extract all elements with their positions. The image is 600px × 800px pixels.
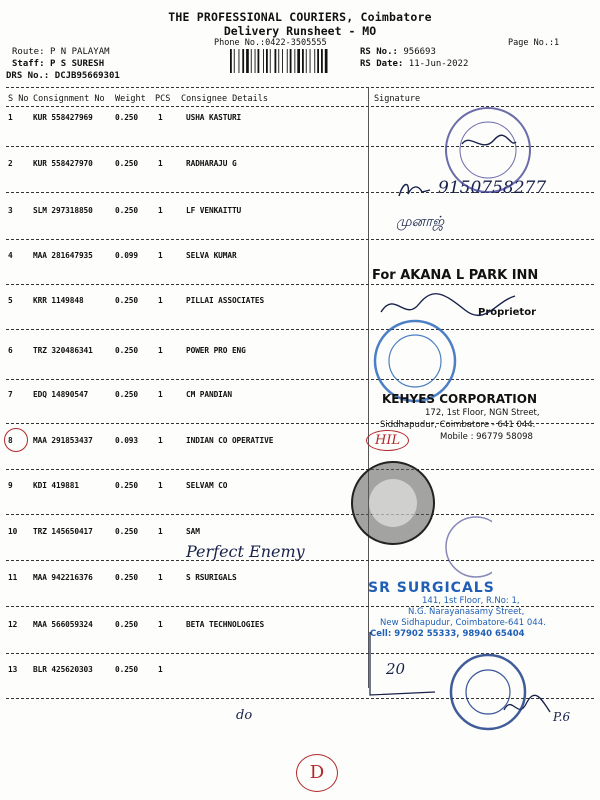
- drs-line: [6, 71, 120, 81]
- red-circle-bottom: D: [296, 754, 338, 792]
- cell-pcs: 1: [158, 346, 163, 355]
- handwritten-tamil-name: முனாஜ்: [396, 214, 445, 230]
- column-header-consignee: Consignee Details: [181, 94, 268, 104]
- barcode-bar: [294, 49, 295, 73]
- cell-consignment-no: KDI 419881: [33, 481, 79, 490]
- column-header-weight: Weight: [115, 94, 146, 104]
- cell-consignee: BETA TECHNOLOGIES: [186, 620, 265, 629]
- signature-row2: [396, 178, 436, 204]
- round-stamp-beta-technologies: [448, 652, 528, 732]
- stamp-sr-address-2: N.G. Narayanasamy Street,: [408, 607, 525, 617]
- cell-consignment-no: TRZ 320486341: [33, 346, 93, 355]
- barcode-bar: [317, 49, 319, 73]
- cell-pcs: 1: [158, 251, 163, 260]
- cell-sno: 4: [8, 251, 13, 260]
- cell-consignment-no: MAA 942216376: [33, 573, 93, 582]
- cell-sno: 7: [8, 390, 13, 399]
- cell-consignee: SELVA KUMAR: [186, 251, 237, 260]
- row-divider: [6, 329, 594, 330]
- cell-consignee: INDIAN CO OPERATIVE: [186, 436, 274, 445]
- cell-weight: 0.250: [115, 573, 138, 582]
- barcode-bar: [270, 49, 271, 73]
- cell-pcs: 1: [158, 296, 163, 305]
- handwritten-phone: 9150758277: [438, 178, 547, 198]
- cell-weight: 0.093: [115, 436, 138, 445]
- stamp-sr-surgicals-name: SR SURGICALS: [368, 580, 495, 596]
- cell-pcs: 1: [158, 620, 163, 629]
- cell-weight: 0.250: [115, 390, 138, 399]
- cell-pcs: 1: [158, 113, 163, 122]
- partial-round-stamp: [436, 512, 492, 582]
- barcode-bar: [314, 49, 315, 73]
- red-hil-mark: HIL: [366, 430, 409, 451]
- cell-weight: 0.250: [115, 665, 138, 674]
- stamp-kehyes-address-1: 172, 1st Floor, NGN Street,: [425, 408, 540, 418]
- stamp-sr-cell: Cell: 97902 55333, 98940 65404: [370, 629, 525, 639]
- staff-value: P S SURESH: [49, 59, 105, 69]
- barcode-bar: [306, 49, 307, 73]
- staff-line: [12, 59, 104, 69]
- cell-weight: 0.250: [115, 159, 138, 168]
- barcode-bar: [230, 49, 232, 73]
- cell-consignee: SAM: [186, 527, 200, 536]
- cell-consignee: PILLAI ASSOCIATES: [186, 296, 265, 305]
- route-line: [12, 47, 110, 57]
- stamp-kehyes-name: KEHYES CORPORATION: [382, 392, 537, 406]
- cell-pcs: 1: [158, 206, 163, 215]
- column-header-signature: Signature: [374, 94, 421, 104]
- barcode-bar: [325, 49, 328, 73]
- cell-consignee: POWER PRO ENG: [186, 346, 246, 355]
- cell-sno: 9: [8, 481, 13, 490]
- column-header-pcs: PCS: [155, 94, 171, 104]
- rs-no-label: RS No.:: [360, 47, 398, 57]
- bracket-mark: [365, 630, 445, 700]
- staff-label: Staff:: [12, 59, 45, 69]
- route-label: Route:: [12, 47, 45, 57]
- barcode-bar: [282, 49, 283, 73]
- cell-consignment-no: MAA 281647935: [33, 251, 93, 260]
- red-circle-mark: [4, 428, 28, 452]
- cell-sno: 11: [8, 573, 18, 582]
- barcode-bar: [310, 49, 311, 73]
- route-value: P N PALAYAM: [49, 47, 110, 57]
- barcode-bar: [251, 49, 252, 73]
- cell-consignee: USHA KASTURI: [186, 113, 242, 122]
- barcode-bar: [239, 49, 240, 73]
- cell-pcs: 1: [158, 665, 163, 674]
- cell-pcs: 1: [158, 436, 163, 445]
- barcode-bar: [275, 49, 277, 73]
- divider: [6, 87, 594, 88]
- cell-pcs: 1: [158, 159, 163, 168]
- barcode-bar: [242, 49, 244, 73]
- row-divider: [6, 379, 594, 380]
- cell-consignee: RADHARAJU G: [186, 159, 237, 168]
- cell-consignee: CM PANDIAN: [186, 390, 232, 399]
- cell-sno: 12: [8, 620, 18, 629]
- round-stamp-enterprises: [442, 104, 534, 196]
- row-divider: [6, 514, 594, 515]
- cell-consignment-no: EDQ 14890547: [33, 390, 89, 399]
- stamp-kehyes-address-2: Siddhapudur, Coimbatore - 641 044.: [380, 420, 536, 430]
- stamp-kehyes-mobile: Mobile : 96779 58098: [440, 432, 533, 442]
- cell-sno: 3: [8, 206, 13, 215]
- rs-date-line: [360, 59, 468, 69]
- cell-weight: 0.250: [115, 620, 138, 629]
- document-title: THE PROFESSIONAL COURIERS, Coimbatore: [168, 10, 432, 24]
- stamp-akanal-role: Proprietor: [478, 307, 537, 318]
- barcode-bar: [266, 49, 268, 73]
- round-stamp-chartered-accountants: [348, 458, 438, 548]
- column-header-consignment: Consignment No: [33, 94, 105, 104]
- drs-label: DRS No.:: [6, 71, 50, 81]
- cell-consignment-no: BLR 425620303: [33, 665, 93, 674]
- barcode-bar: [278, 49, 279, 73]
- cell-weight: 0.099: [115, 251, 138, 260]
- cell-sno: 2: [8, 159, 13, 168]
- cell-consignee: LF VENKAITTU: [186, 206, 242, 215]
- handwritten-right-note: P.6: [553, 710, 571, 724]
- cell-sno: 6: [8, 346, 13, 355]
- barcode-bar: [258, 49, 260, 73]
- cell-weight: 0.250: [115, 527, 138, 536]
- cell-weight: 0.250: [115, 206, 138, 215]
- rs-no-line: [360, 47, 436, 57]
- cell-consignment-no: KUR 558427970: [33, 159, 93, 168]
- cell-weight: 0.250: [115, 113, 138, 122]
- barcode-bar: [302, 49, 304, 73]
- cell-consignee: SELVAM CO: [186, 481, 228, 490]
- drs-value: DCJB95669301: [54, 71, 120, 81]
- stamp-sr-address-1: 141, 1st Floor, R.No: 1,: [422, 596, 520, 606]
- page-number: Page No.:1: [508, 38, 560, 48]
- cell-consignment-no: KRR 1149848: [33, 296, 84, 305]
- barcode-bar: [290, 49, 292, 73]
- cell-consignee: S RSURIGALS: [186, 573, 237, 582]
- signature-column-border: [368, 88, 369, 688]
- cell-pcs: 1: [158, 573, 163, 582]
- cell-weight: 0.250: [115, 296, 138, 305]
- cell-consignment-no: TRZ 145650417: [33, 527, 93, 536]
- handwritten-ditto: do: [236, 708, 253, 723]
- cell-consignment-no: SLM 297318850: [33, 206, 93, 215]
- barcode: [230, 49, 355, 73]
- cell-consignment-no: KUR 558427969: [33, 113, 93, 122]
- cell-weight: 0.250: [115, 481, 138, 490]
- rs-date-label: RS Date:: [360, 59, 404, 69]
- cell-consignment-no: MAA 291853437: [33, 436, 93, 445]
- cell-sno: 5: [8, 296, 13, 305]
- barcode-bar: [297, 49, 300, 73]
- cell-sno: 8: [8, 436, 13, 445]
- barcode-bar: [234, 49, 235, 73]
- rs-date-value: 11-Jun-2022: [408, 59, 469, 69]
- row-divider: [6, 239, 594, 240]
- phone-number: Phone No.:0422-3505555: [214, 38, 327, 48]
- document-subtitle: Delivery Runsheet - MO: [223, 24, 377, 38]
- barcode-bar: [246, 49, 249, 73]
- cell-sno: 10: [8, 527, 18, 536]
- stamp-akanal-park-inn: For AKANA L PARK INN: [372, 268, 539, 283]
- rs-no-value: 956693: [403, 47, 436, 57]
- column-header-sno: S No: [8, 94, 29, 104]
- handwritten-perfect-enemy: Perfect Enemy: [186, 542, 305, 561]
- cell-pcs: 1: [158, 390, 163, 399]
- cell-pcs: 1: [158, 481, 163, 490]
- cell-sno: 13: [8, 665, 18, 674]
- cell-sno: 1: [8, 113, 13, 122]
- barcode-bar: [321, 49, 323, 73]
- row-divider: [6, 469, 594, 470]
- cell-pcs: 1: [158, 527, 163, 536]
- cell-consignment-no: MAA 566059324: [33, 620, 93, 629]
- barcode-bar: [287, 49, 288, 73]
- cell-weight: 0.250: [115, 346, 138, 355]
- stamp-sr-address-3: New Sidhapudur, Coimbatore-641 044.: [380, 618, 546, 628]
- barcode-bar: [255, 49, 256, 73]
- handwritten-number: 20: [386, 660, 406, 678]
- barcode-bar: [263, 49, 264, 73]
